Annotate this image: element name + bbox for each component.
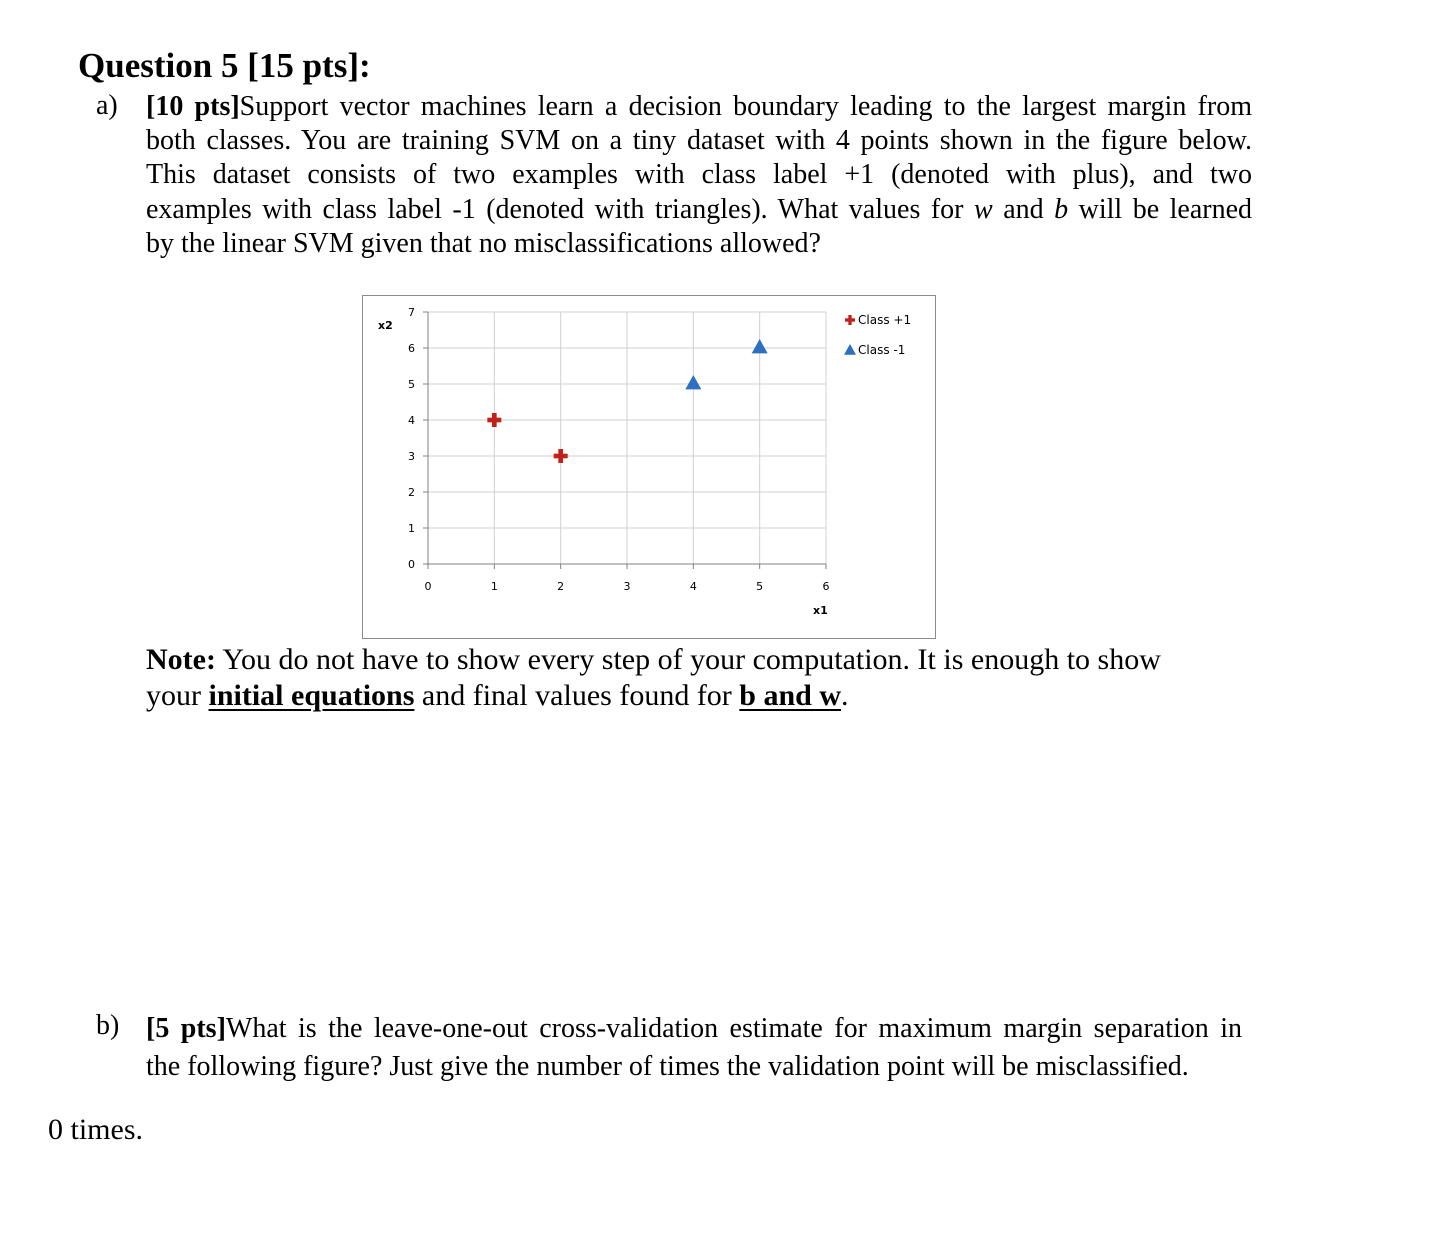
scatter-chart xyxy=(362,295,936,639)
part-a-line-4-text: examples with class label -1 (denoted with triangles). What values for xyxy=(146,193,964,225)
x-tick-label: 3 xyxy=(623,580,631,593)
question-title: Question 5 [15 pts]: xyxy=(78,46,371,85)
x-tick-label: 5 xyxy=(756,580,764,593)
part-a-points: [10 pts] xyxy=(146,91,240,122)
chart-legend xyxy=(844,313,911,357)
var-w: w xyxy=(974,193,993,225)
y-tick-label: 4 xyxy=(408,414,415,427)
x-axis-label: x1 xyxy=(813,604,828,617)
part-a-line-5: by the linear SVM given that no misclassifications allowed? xyxy=(146,227,821,259)
part-a-line-4 xyxy=(146,193,1252,227)
x-tick-label: 1 xyxy=(490,580,498,593)
part-b-points: [5 pts] xyxy=(146,1013,226,1044)
part-b-marker: b) xyxy=(96,1010,120,1041)
note-line-2 xyxy=(146,678,1236,714)
y-tick-label: 3 xyxy=(408,450,415,463)
and-text: and xyxy=(992,193,1055,225)
triangle-marker xyxy=(752,339,768,353)
triangle-marker xyxy=(844,344,856,355)
note-b-and-w: b and w xyxy=(739,679,842,712)
answer-text: 0 times. xyxy=(48,1113,143,1146)
legend-entry xyxy=(844,344,856,355)
part-b-text xyxy=(146,1010,1242,1086)
y-axis-label: x2 xyxy=(378,319,393,332)
legend-entry xyxy=(845,315,855,325)
part-a-marker: a) xyxy=(96,90,118,121)
part-a-text xyxy=(146,90,1252,261)
point-class-plus1 xyxy=(487,413,501,427)
chart-ticks xyxy=(408,306,830,593)
x-tick-label: 2 xyxy=(557,580,565,593)
part-a-line-1 xyxy=(146,90,1252,124)
y-tick-label: 1 xyxy=(408,522,415,535)
note-label: Note: xyxy=(146,643,216,676)
note-line-2-start: your xyxy=(146,679,209,712)
note-end: . xyxy=(841,679,849,712)
point-class-minus1 xyxy=(752,339,768,353)
note-line-1-text: You do not have to show every step of your computation. It is enough to show xyxy=(215,643,1161,676)
x-tick-label: 0 xyxy=(424,580,432,593)
part-b-line-1 xyxy=(146,1010,1242,1048)
note xyxy=(146,642,1236,714)
part-b-line-1-text: What is the leave-one-out cross-validation estimate for maximum margin separation in xyxy=(225,1013,1242,1044)
point-class-plus1 xyxy=(554,449,568,463)
x-tick-label: 6 xyxy=(822,580,830,593)
x-tick-label: 4 xyxy=(689,580,697,593)
note-middle: and final values found for xyxy=(414,679,740,712)
legend-label: Class +1 xyxy=(858,313,912,327)
y-tick-label: 0 xyxy=(408,558,415,571)
y-tick-label: 5 xyxy=(408,378,415,391)
plus-marker-v xyxy=(848,315,851,325)
var-b: b xyxy=(1054,193,1069,225)
y-tick-label: 2 xyxy=(408,486,415,499)
y-tick-label: 7 xyxy=(408,306,415,319)
legend-label: Class -1 xyxy=(858,343,906,357)
y-tick-label: 6 xyxy=(408,342,415,355)
note-initial-equations: initial equations xyxy=(208,679,415,712)
part-a-line-1-text: Support vector machines learn a decision boundary leading to the largest margin from xyxy=(239,91,1252,122)
note-line-1 xyxy=(146,642,1236,678)
part-a-line-3: This dataset consists of two examples with class label +1 (denoted with plus), and two xyxy=(146,159,1252,191)
point-class-minus1 xyxy=(685,375,701,389)
part-b-line-2: the following figure? Just give the number of times the validation point will be misclassified. xyxy=(146,1051,1189,1082)
part-a-line-4-end: will be learned xyxy=(1068,193,1253,225)
part-a-line-2: both classes. You are training SVM on a tiny dataset with 4 points shown in the figure below. xyxy=(146,125,1252,157)
chart-grid xyxy=(428,312,826,564)
triangle-marker xyxy=(685,375,701,389)
plus-marker-v xyxy=(492,413,497,427)
plus-marker-v xyxy=(558,449,563,463)
